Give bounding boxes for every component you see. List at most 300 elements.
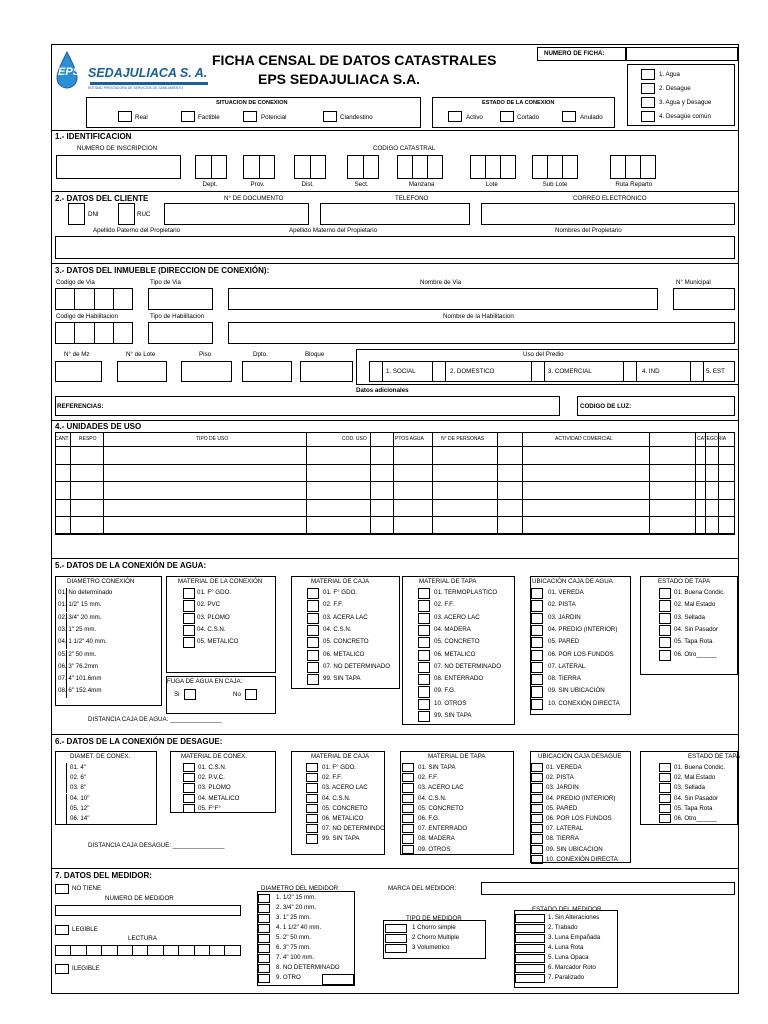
bloque-label: Bloque <box>305 351 325 358</box>
tipo-via-label: Tipo de Via <box>150 279 181 286</box>
estado_tapa-checkbox[interactable] <box>659 763 671 772</box>
estado-medidor-checkbox[interactable] <box>515 964 545 973</box>
caja-option: 04. C.S.N. <box>323 625 352 633</box>
caja-label: MATERIAL DE CAJA <box>311 753 370 760</box>
tapa-checkbox[interactable] <box>418 650 430 661</box>
estado-medidor-option: 1. Sin Alteraciones <box>548 914 600 921</box>
logo-text: SEDAJULIACA S. A. <box>88 66 208 80</box>
municipal-input[interactable] <box>673 288 735 310</box>
estado_tapa-option: 03. Sellada <box>674 784 705 792</box>
diametro-medidor-option: 6. 3" 75 mm. <box>276 944 311 951</box>
ubicacion-option: 08. TIERRA <box>546 835 579 843</box>
caja-checkbox[interactable] <box>306 763 318 772</box>
uso-option-label: 4. IND <box>642 368 660 375</box>
no-tiene-checkbox[interactable] <box>55 884 69 894</box>
material-checkbox[interactable] <box>183 600 195 611</box>
tapa-checkbox[interactable] <box>418 674 430 685</box>
diametro-medidor-label: DIAMETRO DEL MEDIDOR <box>261 885 339 892</box>
situacion-option: Potencial <box>261 114 287 121</box>
estado-medidor-checkbox[interactable] <box>515 974 545 983</box>
codigo-catastral-part-label: Prov. <box>250 181 265 188</box>
table-row <box>55 534 735 535</box>
diametro-option: 08. 6" 152.4mm <box>58 687 102 695</box>
diametro-checkbox[interactable] <box>55 794 67 804</box>
diametro-medidor-checkbox[interactable] <box>258 954 270 963</box>
estado_tapa-checkbox[interactable] <box>659 600 671 611</box>
material-option: 05. METALICO <box>197 638 239 646</box>
caja-checkbox[interactable] <box>307 600 319 611</box>
caja-checkbox[interactable] <box>307 588 319 599</box>
legible-checkbox[interactable] <box>55 925 69 935</box>
estado_tapa-option: 06. Otro______ <box>674 650 718 658</box>
estado_tapa-checkbox[interactable] <box>659 637 671 648</box>
estado-medidor-option: 4. Luna Rota <box>548 944 584 951</box>
estado-medidor-checkbox[interactable] <box>515 944 545 953</box>
tipo-medidor-checkbox[interactable] <box>385 924 407 933</box>
estado_tapa-checkbox[interactable] <box>659 625 671 636</box>
divider <box>51 263 739 264</box>
section-title: 6.- DATOS DE LA CONEXIÓN DE DESAGUE: <box>55 737 223 746</box>
tapa-checkbox[interactable] <box>402 845 414 854</box>
caja-option: 06. METALICO <box>322 815 364 822</box>
caja-checkbox[interactable] <box>307 650 319 661</box>
caja-option: 03. ACERA LAC <box>323 613 368 621</box>
table-row <box>55 446 735 447</box>
codigo-catastral-part-label: Sub Lote <box>542 181 568 188</box>
column-header: RESPO <box>79 436 97 442</box>
lote-input[interactable] <box>117 361 167 382</box>
material-option: 02. P.V.C. <box>198 774 225 782</box>
caja-option: 99. SIN TAPA <box>322 835 360 843</box>
ubicacion-checkbox[interactable] <box>531 794 543 803</box>
estado_tapa-option: 04. Sin Pasador <box>674 794 719 802</box>
tapa-checkbox[interactable] <box>418 686 430 697</box>
diametro-option: 05. 2" 50 mm. <box>58 650 97 658</box>
material-option: 01. F° GDO. <box>197 589 232 596</box>
codigo-catastral-cell[interactable] <box>532 155 578 179</box>
codigo-via-input[interactable] <box>55 288 133 310</box>
caja-checkbox[interactable] <box>307 613 319 624</box>
column-line <box>103 432 104 534</box>
ubicacion-checkbox[interactable] <box>531 674 543 685</box>
ubicacion-checkbox[interactable] <box>531 600 543 611</box>
codigo-catastral-cell[interactable] <box>243 155 275 179</box>
diametro-medidor-checkbox[interactable] <box>258 904 270 913</box>
tapa-option: 03. ACERO LAC <box>418 784 464 792</box>
caja-checkbox[interactable] <box>306 804 318 813</box>
diametro-option: 01. No determinado <box>58 589 113 596</box>
estado-medidor-option: 6. Marcador Roto <box>548 964 596 971</box>
diametro-checkbox[interactable] <box>55 804 67 814</box>
diametro-checkbox[interactable] <box>55 814 67 824</box>
estado_tapa-checkbox[interactable] <box>659 613 671 624</box>
material-checkbox[interactable] <box>183 773 195 782</box>
estado-medidor-option: 3. Luna Empañada <box>548 934 601 941</box>
checkbox-cortado[interactable] <box>500 111 514 122</box>
diametro-label: DIAMETRO CONEXIÓN <box>67 578 135 585</box>
correo-label: CORREO ELECTRONICO <box>573 195 647 202</box>
caja-option: 02. F.F. <box>323 601 343 609</box>
tapa-checkbox[interactable] <box>402 773 414 782</box>
ubicacion-label: UBICACIÓN CAJA DESAGUE <box>538 753 622 760</box>
tipo-medidor-checkbox[interactable] <box>385 944 407 953</box>
estado_tapa-label: ESTADO DE TAPA <box>688 753 741 760</box>
tapa-checkbox[interactable] <box>418 711 430 722</box>
mz-label: N° de Mz <box>64 351 90 358</box>
unidades-border <box>55 432 735 534</box>
caja-option: 07. NO DETERMINDO <box>322 825 385 833</box>
diametro-medidor-option: 5. 2" 50 mm. <box>276 934 311 941</box>
tipo-medidor-option: 2 Chorro Multiple <box>412 934 460 941</box>
ilegible-checkbox[interactable] <box>55 964 69 974</box>
ubicacion-checkbox[interactable] <box>531 637 543 648</box>
column-line <box>695 432 696 534</box>
tapa-checkbox[interactable] <box>418 662 430 673</box>
table-row <box>55 516 735 517</box>
tipo-servicio-label: 2. Desague <box>659 85 691 92</box>
estado-medidor-checkbox[interactable] <box>515 934 545 943</box>
codigo-hab-input[interactable] <box>55 322 133 344</box>
diametro-checkbox[interactable] <box>55 773 67 783</box>
diametro-checkbox[interactable] <box>55 686 67 698</box>
ubicacion-option: 08. TIERRA <box>548 675 581 683</box>
diametro-medidor-checkbox[interactable] <box>258 974 270 983</box>
material-checkbox[interactable] <box>183 804 195 813</box>
estado_tapa-checkbox[interactable] <box>659 814 671 823</box>
divider <box>51 734 739 735</box>
ubicacion-checkbox[interactable] <box>531 588 543 599</box>
ubicacion-checkbox[interactable] <box>531 625 543 636</box>
piso-input[interactable] <box>181 361 232 382</box>
column-header: N° DE PERSONAS <box>441 436 485 442</box>
ubicacion-checkbox[interactable] <box>531 855 543 864</box>
estado_tapa-checkbox[interactable] <box>659 804 671 813</box>
ubicacion-option: 10. CONEXIÓN DIRECTA <box>548 699 620 707</box>
table-row <box>55 481 735 482</box>
numero-ficha-label: NUMERO DE FICHA: <box>544 50 605 57</box>
estado_tapa-checkbox[interactable] <box>659 783 671 792</box>
estado-medidor-option: 5. Luna Opaca <box>548 954 589 961</box>
caja-checkbox[interactable] <box>306 824 318 833</box>
ubicacion-checkbox[interactable] <box>531 845 543 854</box>
tapa-checkbox[interactable] <box>402 814 414 823</box>
estado_tapa-checkbox[interactable] <box>659 588 671 599</box>
checkbox-desague[interactable] <box>641 83 655 94</box>
checkbox-potencial[interactable] <box>243 111 257 122</box>
tapa-checkbox[interactable] <box>418 637 430 648</box>
material-checkbox[interactable] <box>183 783 195 792</box>
correo-input[interactable] <box>481 203 735 225</box>
tapa-option: 09. F.G. <box>434 687 456 695</box>
column-header: CANT <box>55 436 69 442</box>
ubicacion-checkbox[interactable] <box>531 804 543 813</box>
ubicacion-option: 09. SIN UBICACION <box>546 845 603 853</box>
ubicacion-checkbox[interactable] <box>531 699 543 710</box>
tipo-medidor-checkbox[interactable] <box>385 934 407 943</box>
material-option: 02. PVC <box>197 601 221 609</box>
dni-label: DNI <box>88 211 99 218</box>
caja-checkbox[interactable] <box>307 662 319 673</box>
tapa-option: 07. ENTERRADO <box>418 825 468 833</box>
diametro-medidor-option: 2. 3/4" 20 mm. <box>276 904 317 911</box>
diametro-medidor-checkbox[interactable] <box>258 924 270 933</box>
telefono-input[interactable] <box>320 203 470 225</box>
estado_tapa-checkbox[interactable] <box>659 794 671 803</box>
nombres-label: Nombres del Propietario <box>555 227 622 234</box>
diametro-option: 03. 1" 25 mm. <box>58 625 97 633</box>
codigo-catastral-part-label: Dept. <box>202 181 218 188</box>
codigo-catastral-cell[interactable] <box>610 155 656 179</box>
table-row <box>55 499 735 500</box>
ubicacion-checkbox[interactable] <box>531 814 543 823</box>
column-line <box>705 432 706 534</box>
tipo-medidor-label: TIPO DE MEDIDOR <box>406 915 462 922</box>
uso-label: Uso del Predio <box>523 351 564 358</box>
ubicacion-checkbox[interactable] <box>531 773 543 782</box>
tapa-checkbox[interactable] <box>402 804 414 813</box>
material-checkbox[interactable] <box>183 588 195 599</box>
diametro-medidor-checkbox[interactable] <box>258 894 270 903</box>
estado_tapa-checkbox[interactable] <box>659 773 671 782</box>
diametro-checkbox[interactable] <box>55 600 67 612</box>
nombre-hab-label: Nombre de la Habilitacion <box>443 313 514 320</box>
material-option: 04. METALICO <box>198 794 240 802</box>
divider <box>51 130 739 131</box>
estado-medidor-checkbox[interactable] <box>515 954 545 963</box>
checkbox-activo[interactable] <box>448 111 462 122</box>
ubicacion-checkbox[interactable] <box>531 650 543 661</box>
nombre-hab-input[interactable] <box>228 322 735 344</box>
diametro-checkbox[interactable] <box>55 613 67 625</box>
tapa-checkbox[interactable] <box>402 783 414 792</box>
municipal-label: N° Municipal <box>676 279 711 286</box>
estado_tapa-option: 05. Tapa Rota <box>674 638 713 646</box>
estado-label: ESTADO DE LA CONEXION <box>482 100 555 106</box>
diametro-option: 01. 1/2" 15 mm. <box>58 601 102 609</box>
tapa-checkbox[interactable] <box>402 824 414 833</box>
tapa-option: 99. SIN TAPA <box>434 712 472 719</box>
codigo-catastral-label: CODIGO CATASTRAL <box>373 145 436 152</box>
caja-checkbox[interactable] <box>306 783 318 792</box>
diametro-checkbox[interactable] <box>55 763 67 773</box>
tapa-checkbox[interactable] <box>418 600 430 611</box>
column-line <box>306 432 307 534</box>
codigo-catastral-cell[interactable] <box>294 155 326 179</box>
column-line <box>70 432 71 534</box>
diametro-label: DIAMET. DE CONEX. <box>70 753 131 760</box>
caja-checkbox[interactable] <box>306 794 318 803</box>
codigo-catastral-cell[interactable] <box>347 155 379 179</box>
tipo-medidor-option: 1 Chorro simple <box>412 924 456 931</box>
lectura-input[interactable] <box>55 945 241 956</box>
inscripcion-input[interactable] <box>56 155 181 179</box>
dpto-input[interactable] <box>242 361 292 382</box>
diametro-medidor-checkbox[interactable] <box>258 914 270 923</box>
tapa-checkbox[interactable] <box>418 699 430 710</box>
propietario-input[interactable] <box>55 236 735 259</box>
diametro-medidor-checkbox[interactable] <box>258 934 270 943</box>
codigo-catastral-part-label: Dist. <box>301 181 314 188</box>
fuga-si-label: Si <box>174 691 180 698</box>
caja-checkbox[interactable] <box>307 625 319 636</box>
estado-option: Anulado <box>580 114 603 121</box>
diametro-checkbox[interactable] <box>55 588 67 600</box>
column-header: PTOS AGUA <box>395 436 424 442</box>
ubicacion-checkbox[interactable] <box>531 834 543 843</box>
tipo-hab-label: Tipo de Habilitacion <box>150 313 205 320</box>
tapa-checkbox[interactable] <box>418 613 430 624</box>
column-header: CATEGORIA <box>697 436 727 442</box>
material-checkbox[interactable] <box>183 613 195 624</box>
ubicacion-option: 09. SIN UBICACIÓN <box>548 687 605 695</box>
diametro-checkbox[interactable] <box>55 625 67 637</box>
estado-medidor-checkbox[interactable] <box>515 914 545 923</box>
tipo-via-input[interactable] <box>148 288 213 310</box>
dni-checkbox[interactable] <box>68 203 85 225</box>
diametro-option: 06. 14" <box>70 815 90 822</box>
tapa-checkbox[interactable] <box>418 625 430 636</box>
ap-paterno-label: Apellido Paterno del Propietario <box>93 227 181 234</box>
tapa-checkbox[interactable] <box>402 794 414 803</box>
bloque-input[interactable] <box>300 361 353 382</box>
referencias-input[interactable] <box>55 396 560 416</box>
diametro-option: 04. 10" <box>70 794 90 802</box>
material-option: 05. F°F° <box>198 804 221 812</box>
page-title: FICHA CENSAL DE DATOS CATASTRALES <box>212 52 497 68</box>
checkbox-real[interactable] <box>118 111 132 122</box>
diametro-option: 05. 12" <box>70 804 90 812</box>
piso-label: Piso <box>199 351 212 358</box>
ubicacion-option: 07. LATERAL <box>546 825 584 833</box>
caja-checkbox[interactable] <box>306 814 318 823</box>
tapa-option: 06. METALICO <box>434 650 476 658</box>
diametro-medidor-checkbox[interactable] <box>258 944 270 953</box>
caja-checkbox[interactable] <box>307 674 319 685</box>
diametro-medidor-checkbox[interactable] <box>258 964 270 973</box>
ubicacion-checkbox[interactable] <box>531 763 543 772</box>
estado_tapa-option: 01. Buena Condic. <box>674 589 725 596</box>
diametro-option: 02. 6" <box>70 774 86 782</box>
codigo-catastral-part-label: Ruta Reparto <box>615 181 653 188</box>
checkbox-factible[interactable] <box>181 111 195 122</box>
tapa-checkbox[interactable] <box>402 763 414 772</box>
material-checkbox[interactable] <box>183 637 195 648</box>
numero-medidor-label: NUMERO DE MEDIDOR <box>105 895 174 902</box>
checkbox-agua-desague[interactable] <box>641 97 655 108</box>
ubicacion-option: 03. JARDIN <box>546 784 579 792</box>
caja-checkbox[interactable] <box>307 637 319 648</box>
caja-option: 07. NO DETERMINADO <box>323 662 391 670</box>
tapa-option: 04. MADERA <box>434 625 471 633</box>
ubicacion-option: 05. PARED <box>546 804 578 812</box>
diametro-checkbox[interactable] <box>55 783 67 793</box>
fuga-no-label: No <box>233 691 241 698</box>
column-line <box>497 432 498 534</box>
situacion-option: Clandestino <box>340 114 373 121</box>
documento-input[interactable] <box>164 203 309 225</box>
referencias-label: REFERENCIAS: <box>57 403 104 410</box>
material-checkbox[interactable] <box>183 625 195 636</box>
ubicacion-checkbox[interactable] <box>531 686 543 697</box>
material-checkbox[interactable] <box>183 794 195 803</box>
diametro-medidor-option: 9. OTRO <box>276 974 301 981</box>
checkbox-agua[interactable] <box>641 69 655 80</box>
caja-option: 99. SIN TAPA <box>323 675 361 683</box>
tapa-option: 05. CONCRETO <box>434 638 480 646</box>
caja-checkbox[interactable] <box>306 834 318 843</box>
ubicacion-option: 05. PARED <box>548 638 580 646</box>
ubicacion-checkbox[interactable] <box>531 783 543 792</box>
column-line <box>370 432 371 534</box>
codigo-catastral-cell[interactable] <box>195 155 227 179</box>
material-option: 01. C.S.N. <box>198 764 227 771</box>
uso-option-label: 1. SOCIAL <box>386 368 416 375</box>
estado_tapa-checkbox[interactable] <box>659 650 671 661</box>
column-header: ACTIVIDAD COMERCIAL <box>555 436 613 442</box>
column-line <box>432 432 433 534</box>
logo-underline <box>90 82 208 85</box>
ubicacion-option: 01. VEREDA <box>548 589 584 596</box>
numero-medidor-input[interactable] <box>55 905 241 916</box>
section-title: 3.- DATOS DEL INMUEBLE (DIRECCION DE CONEXIÓN): <box>55 266 270 275</box>
checkbox-anulado[interactable] <box>562 111 576 122</box>
ubicacion-checkbox[interactable] <box>531 662 543 673</box>
material-option: 03. PLOMO <box>197 613 230 621</box>
ruc-checkbox[interactable] <box>118 203 135 225</box>
tapa-checkbox[interactable] <box>418 588 430 599</box>
caja-checkbox[interactable] <box>306 773 318 782</box>
numero-ficha-input[interactable] <box>626 47 738 61</box>
tipo-medidor-option: 3 Volumetrico <box>412 944 450 951</box>
uso-option-label: 3. COMERCIAL <box>548 368 592 375</box>
otro-medidor-input[interactable] <box>322 974 354 985</box>
diametro-checkbox[interactable] <box>55 637 67 649</box>
ubicacion-option: 04. PREDIO (INTERIOR) <box>546 794 616 802</box>
marca-input[interactable] <box>481 882 735 895</box>
diametro-checkbox[interactable] <box>55 662 67 674</box>
diametro-medidor-option: 7. 4" 100 mm. <box>276 954 315 961</box>
mz-input[interactable] <box>55 361 102 382</box>
column-header: TIPO DE USO <box>196 436 229 442</box>
ruc-label: RUC <box>137 211 151 218</box>
diametro-checkbox[interactable] <box>55 674 67 686</box>
ubicacion-checkbox[interactable] <box>531 824 543 833</box>
situacion-label: SITUACION DE CONEXION <box>216 100 288 106</box>
tapa-option: 02. F.F. <box>418 774 438 782</box>
ubicacion-option: 06. POR LOS FUNDOS <box>546 815 612 822</box>
tapa-option: 05. CONCRETO <box>418 804 464 812</box>
checkbox-desague-comun[interactable] <box>641 111 655 122</box>
fuga-no-checkbox[interactable] <box>245 689 257 700</box>
codigo-catastral-cell[interactable] <box>470 155 516 179</box>
tipo-hab-input[interactable] <box>148 322 213 344</box>
material-checkbox[interactable] <box>183 763 195 772</box>
codigo-catastral-cell[interactable] <box>397 155 443 179</box>
ubicacion-option: 02. PISTA <box>548 601 576 609</box>
fuga-si-checkbox[interactable] <box>184 689 196 700</box>
tapa-checkbox[interactable] <box>402 834 414 843</box>
tapa-option: 08. ENTERRADO <box>434 675 484 683</box>
diametro-checkbox[interactable] <box>55 650 67 662</box>
checkbox-clandestino[interactable] <box>323 111 337 122</box>
section-title: 1.- IDENTIFICACION <box>55 132 132 141</box>
diametro-medidor-option: 1. 1/2" 15 mm. <box>276 894 317 901</box>
caja-option: 01. F° GDO. <box>322 764 357 771</box>
nombre-via-input[interactable] <box>228 288 658 310</box>
divider <box>51 868 739 869</box>
ubicacion-checkbox[interactable] <box>531 613 543 624</box>
estado-medidor-checkbox[interactable] <box>515 924 545 933</box>
